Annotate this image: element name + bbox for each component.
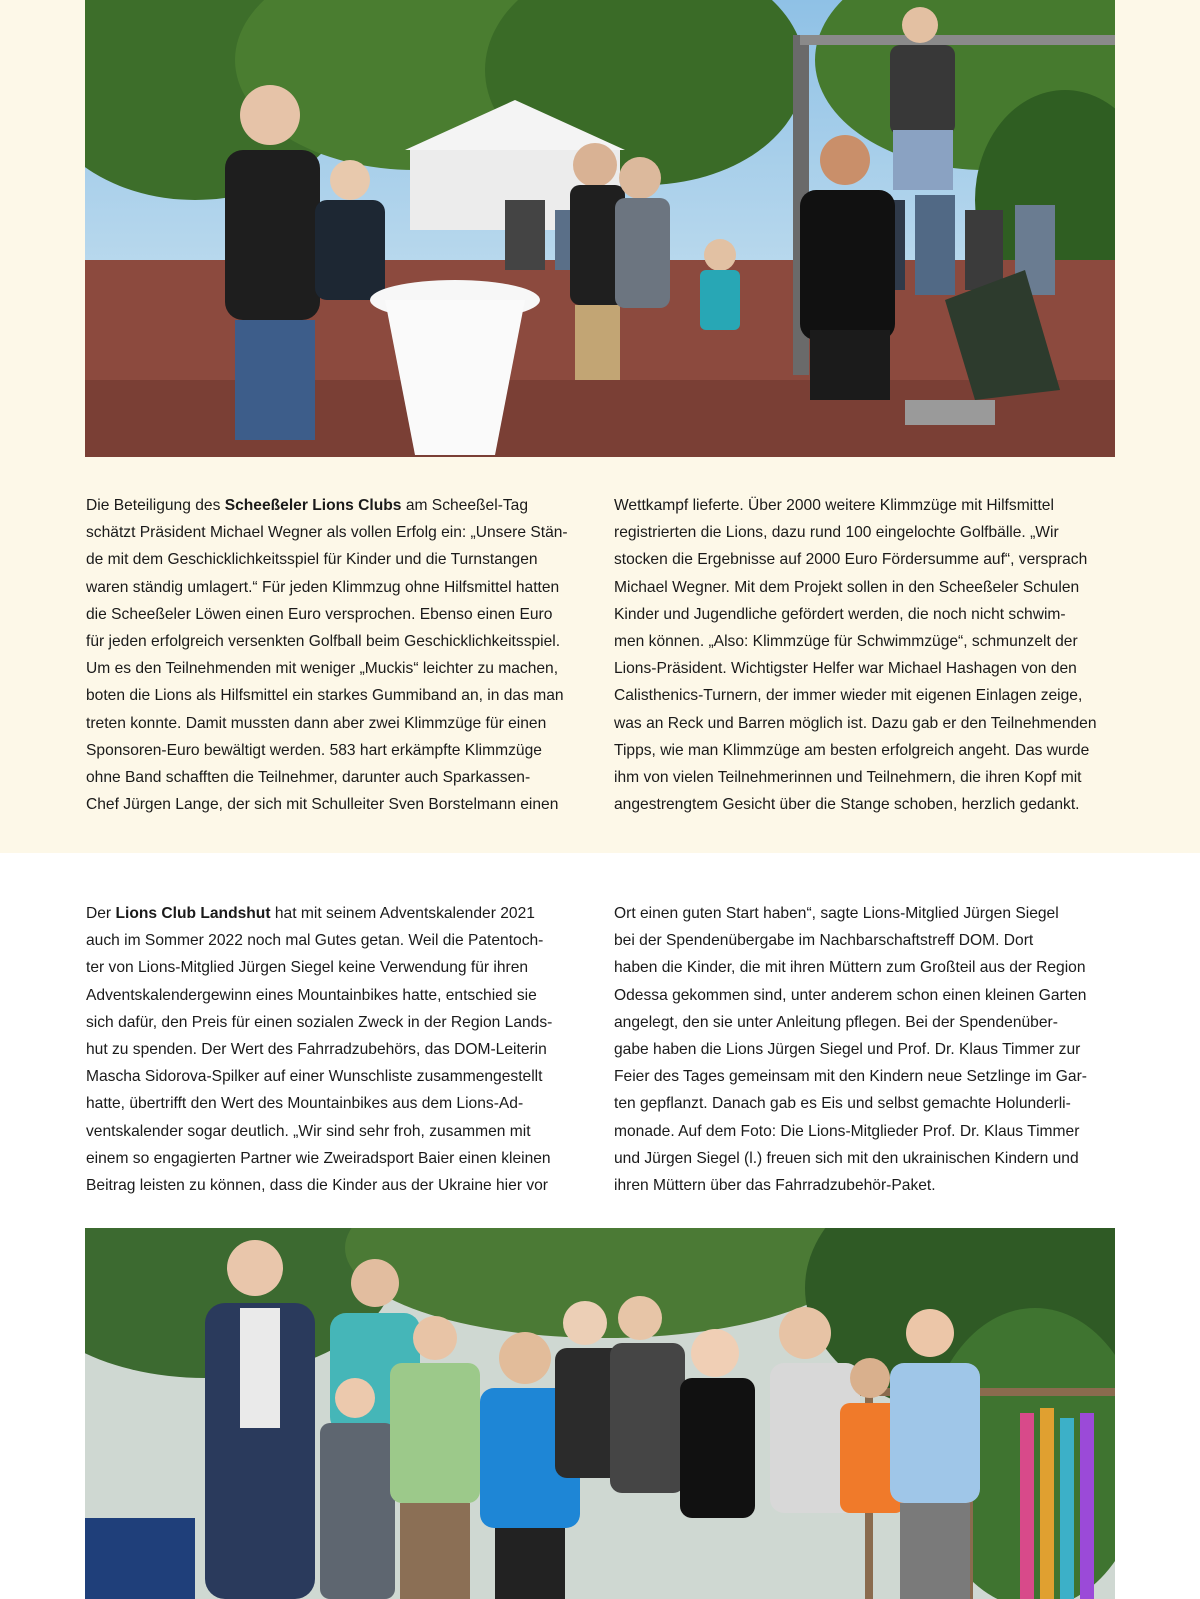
text-line: ihren Müttern über das Fahrradzubehör-Paket. — [614, 1177, 936, 1195]
text-line: ihm von vielen Teilnehmerinnen und Teilnehmern, die ihren Kopf mit — [614, 769, 1082, 787]
text-line: Der Lions Club Landshut hat mit seinem Adventskalender 2021 — [86, 905, 535, 922]
text-line: Michael Wegner. Mit dem Projekt sollen in den Scheeßeler Schulen — [614, 578, 1080, 596]
text-line: Adventskalendergewinn eines Mountainbikes hatte, entschied sie — [86, 986, 537, 1004]
text-line: Ort einen guten Start haben“, sagte Lions-Mitglied Jürgen Siegel — [614, 905, 1059, 922]
text-line: angestrengtem Gesicht über die Stange schoben, herzlich gedankt. — [614, 796, 1080, 814]
club-name-bold: Scheeßeler Lions Clubs — [224, 497, 402, 514]
text-line: bei der Spendenübergabe im Nachbarschaftstreff DOM. Dort — [614, 932, 1034, 950]
text-line: gabe haben die Lions Jürgen Siegel und Prof. Dr. Klaus Timmer zur — [614, 1041, 1081, 1059]
text-line: sich dafür, den Preis für einen sozialen Zweck in der Region Lands- — [86, 1013, 553, 1031]
text-line: Calisthenics-Turnern, der immer wieder mit eigenen Einlagen zeige, — [614, 687, 1083, 705]
text-line: treten konnte. Damit mussten dann aber zwei Klimmzüge für einen — [86, 714, 547, 732]
text-line: Chef Jürgen Lange, der sich mit Schulleiter Sven Borstelmann einen — [86, 796, 559, 814]
text-line: Wettkampf lieferte. Über 2000 weitere Klimmzüge mit Hilfsmittel — [614, 497, 1054, 514]
text-line: Feier des Tages gemeinsam mit den Kindern neue Setzlinge im Gar- — [614, 1068, 1087, 1086]
text-line: schätzt Präsident Michael Wegner als vollen Erfolg ein: „Unsere Stän- — [86, 524, 568, 542]
text-line: Tipps, wie man Klimmzüge am besten erfolgreich angeht. Das wurde — [614, 741, 1090, 759]
text-line: Die Beteiligung des Scheeßeler Lions Clubs am Scheeßel-Tag — [86, 497, 529, 514]
text-line: Sponsoren-Euro bewältigt werden. 583 hart erkämpfte Klimmzüge — [86, 741, 542, 759]
text-line: hatte, übertrifft den Wert des Mountainbikes aus dem Lions-Ad- — [86, 1095, 524, 1113]
event-photo-pullup-station — [85, 0, 1115, 457]
text-line: haben die Kinder, die mit ihren Müttern zum Großteil aus der Region — [614, 959, 1086, 977]
text-line: angelegt, den sie unter Anleitung pflegen. Bei der Spendenüber- — [614, 1013, 1058, 1031]
group-photo-illustration — [85, 1228, 1115, 1599]
text-line: Lions-Präsident. Wichtigster Helfer war Michael Hashagen von den — [614, 660, 1077, 678]
text-line: Beitrag leisten zu können, dass die Kinder aus der Ukraine hier vor — [86, 1177, 549, 1195]
article-1-left-column — [86, 492, 586, 818]
text-line: Kinder und Jugendliche gefördert werden, die noch nicht schwim- — [614, 605, 1066, 623]
group-photo-garden — [85, 1228, 1115, 1599]
text-line: boten die Lions als Hilfsmittel ein starkes Gummiband an, in das man — [86, 687, 564, 705]
text-line: Odessa gekommen sind, unter anderem schon einen kleinen Garten — [614, 986, 1087, 1004]
text-line: hut zu spenden. Der Wert des Fahrradzubehörs, das DOM-Leiterin — [86, 1041, 547, 1059]
text-line: was an Reck und Barren möglich ist. Dazu gab er den Teilnehmenden — [614, 714, 1097, 732]
text-line: ter von Lions-Mitglied Jürgen Siegel keine Verwendung für ihren — [86, 959, 529, 977]
event-photo-illustration — [85, 0, 1115, 457]
article-2-right-column — [614, 900, 1114, 1199]
text-line: waren ständig umlagert.“ Für jeden Klimmzug ohne Hilfsmittel hatten — [86, 578, 560, 596]
text-line: monade. Auf dem Foto: Die Lions-Mitglieder Prof. Dr. Klaus Timmer — [614, 1122, 1080, 1140]
article-1-right-column — [614, 492, 1114, 818]
text-line: ventskalender sogar deutlich. „Wir sind sehr froh, zusammen mit — [86, 1122, 531, 1140]
article-2-left-column — [86, 900, 586, 1199]
text-line: Um es den Teilnehmenden mit weniger „Muckis“ leichter zu machen, — [86, 660, 559, 678]
text-line: und Jürgen Siegel (l.) freuen sich mit den ukrainischen Kindern und — [614, 1149, 1079, 1167]
text-line: men können. „Also: Klimmzüge für Schwimmzüge“, schmunzelt der — [614, 633, 1078, 651]
text-line: Mascha Sidorova-Spilker auf einer Wunschliste zusammengestellt — [86, 1068, 543, 1086]
text-line: registrierten die Lions, dazu rund 100 eingelochte Golfbälle. „Wir — [614, 524, 1059, 542]
text-line: de mit dem Geschicklichkeitsspiel für Kinder und die Turnstangen — [86, 551, 538, 569]
text-line: einem so engagierten Partner wie Zweiradsport Baier einen kleinen — [86, 1149, 551, 1167]
text-line: ten gepflanzt. Danach gab es Eis und selbst gemachte Holunderli- — [614, 1095, 1071, 1113]
text-line: die Scheeßeler Löwen einen Euro versprochen. Ebenso einen Euro — [86, 605, 553, 623]
text-line: stocken die Ergebnisse auf 2000 Euro Fördersumme auf“, versprach — [614, 551, 1088, 569]
text-line: auch im Sommer 2022 noch mal Gutes getan. Weil die Patentoch- — [86, 932, 544, 950]
text-line: ohne Band schafften die Teilnehmer, darunter auch Sparkassen- — [86, 769, 531, 787]
text-line: für jeden erfolgreich versenkten Golfball beim Geschicklichkeitsspiel. — [86, 633, 561, 651]
club-name-bold: Lions Club Landshut — [115, 905, 271, 922]
